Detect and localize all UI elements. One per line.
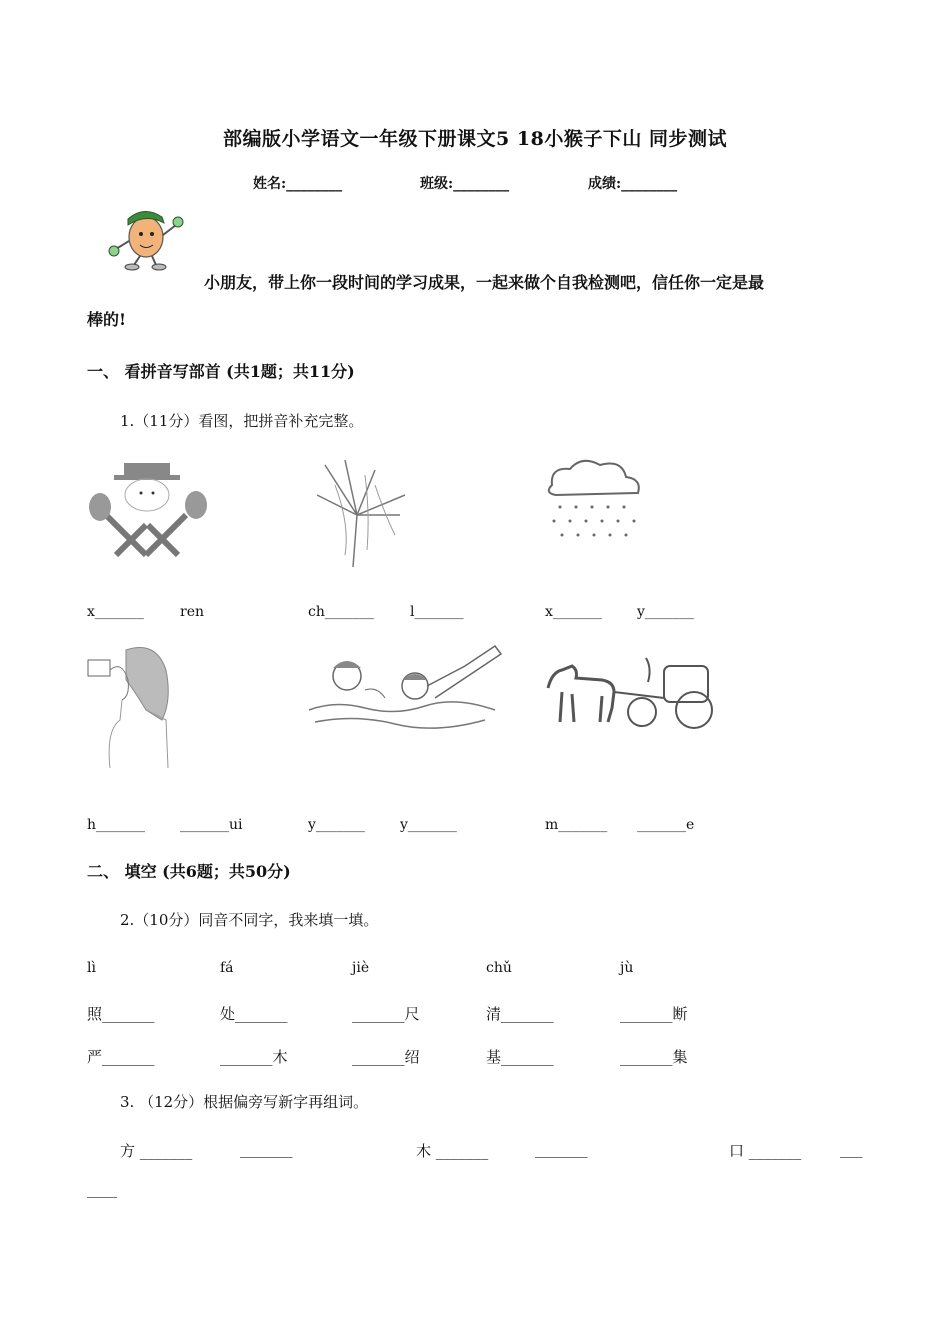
intro-line-1: 小朋友，带上你一段时间的学习成果，一起来做个自我检测吧，信任你一定是最 xyxy=(204,273,765,292)
horse-carriage-picture xyxy=(542,648,718,732)
blank-1b: ren xyxy=(180,604,204,620)
question-1: 1.（11分）看图，把拼音补充完整。 xyxy=(120,412,364,430)
radical-fang-word[interactable]: _______ xyxy=(240,1140,293,1158)
blank-1a[interactable]: x_______ xyxy=(87,604,144,620)
fill-a4[interactable]: 清_______ xyxy=(486,1005,554,1023)
drinking-girl-picture xyxy=(86,640,176,770)
swimming-kids-picture xyxy=(305,640,505,732)
section-1-heading: 一、 看拼音写部首 (共1题；共11分) xyxy=(87,362,355,381)
radical-fang[interactable]: 方 _______ xyxy=(120,1142,193,1160)
blank-1f[interactable]: y_______ xyxy=(637,604,694,620)
blank-2b[interactable]: _______ui xyxy=(180,817,243,833)
willow-tree-picture xyxy=(305,455,445,575)
score-field[interactable]: 成绩:________ xyxy=(588,176,678,192)
name-field[interactable]: 姓名:________ xyxy=(253,176,343,192)
fill-b3[interactable]: _______绍 xyxy=(352,1048,420,1066)
blank-1d[interactable]: l_______ xyxy=(410,604,464,620)
pinyin-chu: chǔ xyxy=(486,960,512,976)
fill-b1[interactable]: 严_______ xyxy=(87,1048,155,1066)
radical-mu-word[interactable]: _______ xyxy=(535,1140,588,1158)
blank-2e[interactable]: m_______ xyxy=(545,817,608,833)
radical-kou[interactable]: 口 _______ xyxy=(729,1142,802,1160)
section-2-heading: 二、 填空 (共6题；共50分) xyxy=(87,862,291,881)
rain-cloud-picture xyxy=(542,455,646,547)
intro-line-2: 棒的! xyxy=(87,310,127,329)
radical-kou-word-wrap[interactable]: ____ xyxy=(87,1180,117,1198)
mascot-illustration xyxy=(108,205,190,271)
fill-a5[interactable]: _______断 xyxy=(620,1005,688,1023)
class-field[interactable]: 班级:________ xyxy=(420,176,510,192)
fill-a2[interactable]: 处_______ xyxy=(220,1005,288,1023)
question-2: 2.（10分）同音不同字，我来填一填。 xyxy=(120,911,379,929)
blank-2f[interactable]: _______e xyxy=(637,817,695,833)
snowman-picture xyxy=(86,455,216,577)
radical-mu[interactable]: 木 _______ xyxy=(416,1142,489,1160)
question-3: 3. （12分）根据偏旁写新字再组词。 xyxy=(120,1093,369,1111)
blank-2c[interactable]: y_______ xyxy=(308,817,365,833)
blank-2a[interactable]: h_______ xyxy=(87,817,146,833)
blank-1e[interactable]: x_______ xyxy=(545,604,602,620)
radical-kou-word[interactable]: ___ xyxy=(840,1140,863,1158)
pinyin-jie: jiè xyxy=(352,960,370,976)
fill-b5[interactable]: _______集 xyxy=(620,1048,688,1066)
fill-a3[interactable]: _______尺 xyxy=(352,1005,420,1023)
page-title: 部编版小学语文一年级下册课文5 18小猴子下山 同步测试 xyxy=(223,128,727,150)
fill-a1[interactable]: 照_______ xyxy=(87,1005,155,1023)
pinyin-fa: fá xyxy=(220,960,234,976)
fill-b4[interactable]: 基_______ xyxy=(486,1048,554,1066)
pinyin-ju: jù xyxy=(620,960,634,976)
blank-1c[interactable]: ch_______ xyxy=(308,604,374,620)
blank-2d[interactable]: y_______ xyxy=(400,817,457,833)
fill-b2[interactable]: _______木 xyxy=(220,1048,288,1066)
pinyin-li: lì xyxy=(87,960,96,976)
